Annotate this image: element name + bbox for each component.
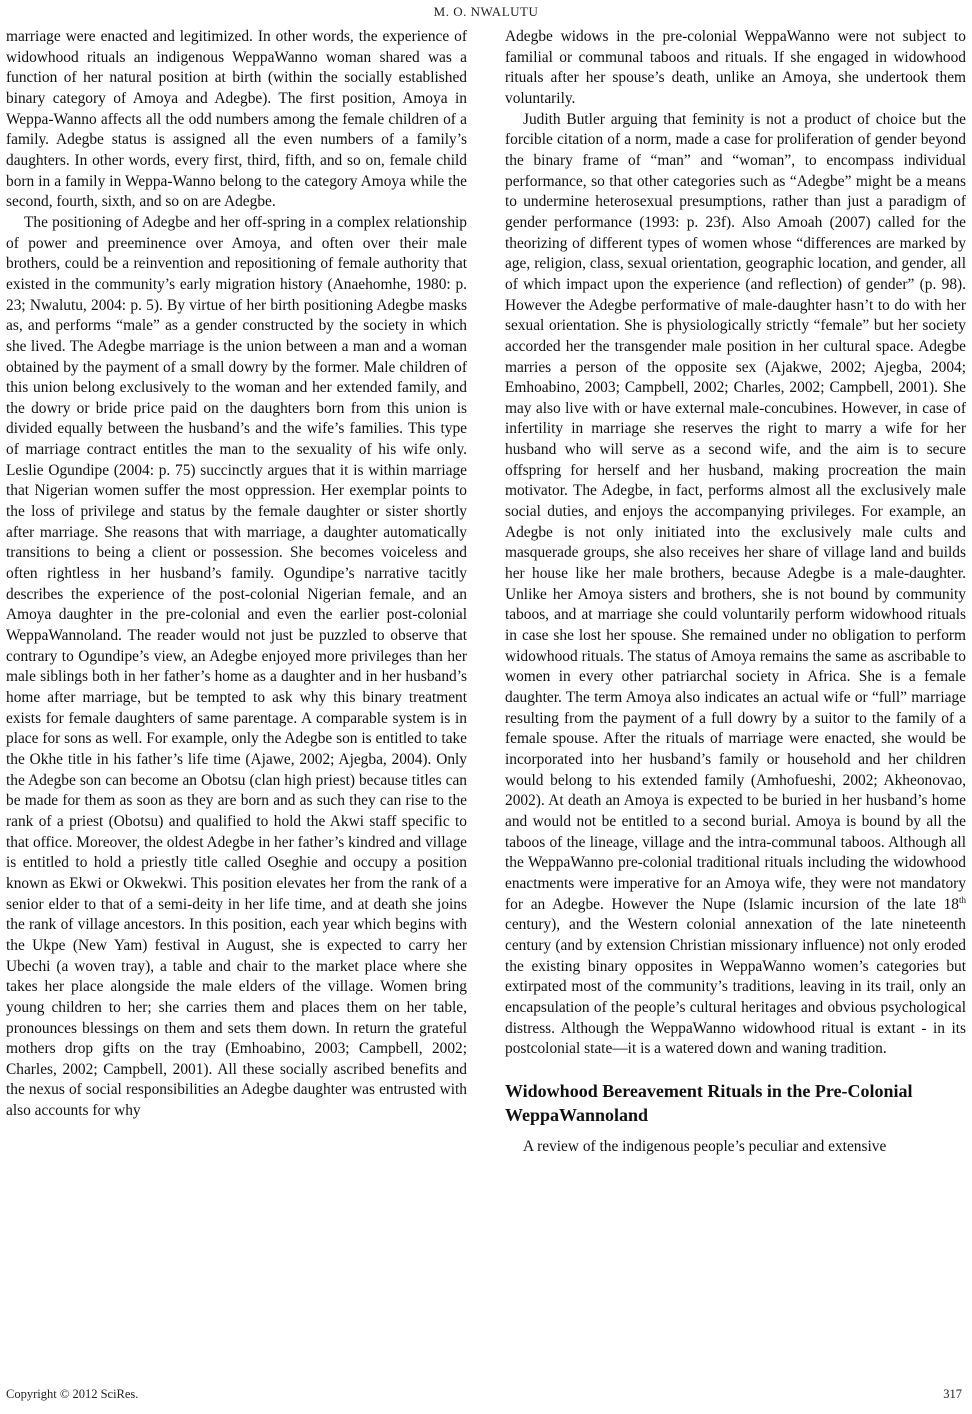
left-column [6, 27, 467, 1122]
running-head: M. O. NWALUTU [433, 4, 539, 19]
right-paragraph-2 [505, 110, 966, 1060]
copyright-notice: Copyright © 2012 SciRes. [6, 1387, 139, 1401]
left-paragraph-1: marriage were enacted and legitimized. In other words, the experience of widowhood rituals an indigenous WeppaWanno woman shared was a function of her natural position at birth (within the socially established binary category of Amoya and Adegbe). The first position, Amoya in Weppa-Wanno affects all the odd numbers among the female children of a family. Adegbe status is assigned all the even numbers of a family’s daughters. In other words, every first, third, fifth, and so on, female child born in a family in Weppa-Wanno belong to the category Amoya while the second, fourth, sixth, and so on are Adegbe. [6, 28, 467, 211]
right-paragraph-2-text: Judith Butler arguing that feminity is not a product of choice but the forcible citation of a norm, made a case for proliferation of gender beyond the binary frame of “man” and “woman”, to encompass individual performance, so that other categories such as “Adegbe” might be a means to undermine heterosexual presumptions, rather than just a paradigm of gender performance (1993: p. 23f). Also Amoah (2007) called for the theorizing of different types of women whose “differences are marked by age, religion, class, sexual orientation, geographic location, and gender, all of which impact upon the experience (and reflection) of gender” (p. 98). However the Adegbe performative of male-daughter hasn’t to do with her sexual orientation. She is physiologically strictly “female” but her society accorded her the transgender male position in her cultural space. Adegbe marries a person of the opposite sex (Ajakwe, 2002; Ajegba, 2004; Emhoabino, 2003; Campbell, 2002; Charles, 2002; Campbell, 2001). She may also live with or have external male-concubines. However, in case of infertility in marriage she reserves the right to marry a wife for her husband who will serve as a second wife, and the aim is to secure offspring for herself and her husband, making procreation the main motivator. The Adegbe, in fact, performs almost all the exclusively male social duties, and enjoys the accompanying privileges. For example, an Adegbe is not only initiated into the exclusively male cults and masquerade groups, she also receives her share of village land and builds her house like her male brothers, because Adegbe is a male-daughter. Unlike her Amoya sisters and brothers, she is not bound by community taboos, and at marriage she could voluntarily perform widowhood rituals in case she lost her spouse. She remained under no obligation to perform widowhood rituals. The status of Amoya remains the same as ascribable to women in every other patriarchal society in Africa. She is a female daughter. The term Amoya also indicates an actual wife or “full” marriage resulting from the payment of a full dowry by a suitor to the family of a female spouse. After the rituals of marriage were enacted, she would be incorporated into her husband’s family or household and her children would belong to his extended family (Amhofueshi, 2002; Akheonovao, 2002). At death an Amoya is expected to be buried in her husband’s home and would not be entitled to a second burial. Amoya is bound by all the taboos of the lineage, village and the intra-communal taboos. Although all the WeppaWanno pre-colonial traditional rituals including the widowhood enactments were imperative for an Amoya wife, they were not mandatory for an Adegbe. However the Nupe (Islamic incursion of the late 18 [505, 110, 966, 913]
page-number: 317 [943, 1387, 962, 1401]
right-paragraph-1: Adegbe widows in the pre-colonial WeppaWanno were not subject to familial or communal taboos and rituals. If she engaged in widowhood rituals after her spouse’s death, unlike an Amoya, she undertook them voluntarily. [505, 28, 966, 107]
section-heading: Widowhood Bereavement Rituals in the Pre-Colonial WeppaWannoland [505, 1080, 913, 1125]
right-paragraph-3: A review of the indigenous people’s peculiar and extensive [523, 1137, 887, 1155]
superscript-th: th [958, 894, 966, 905]
right-column [505, 27, 966, 1157]
left-paragraph-2: The positioning of Adegbe and her off-spring in a complex relationship of power and preeminence over Amoya, and often over their male brothers, could be a reinvention and repositioning of female authority that existed in the community’s early migration history (Anaehomhe, 1980: p. 23; Nwalutu, 2004: p. 5). By virtue of her birth positioning Adegbe masks as, and performs “male” as a gender constructed by the society in which she lived. The Adegbe marriage is the union between a man and a woman obtained by the payment of a small dowry by the former. Male children of this union belong exclusively to the woman and her extended family, and the dowry or bride price paid on the daughters born from this union is divided equally between the husband’s and the wife’s families. This type of marriage contract entitles the man to the sexuality of his wife only. Leslie Ogundipe (2004: p. 75) succinctly argues that it is within marriage that Nigerian women suffer the most oppression. Her exemplar points to the loss of privilege and status by the female daughter or sister shortly after marriage. She reasons that with marriage, a daughter automatically transitions to being a client or possession. She becomes voiceless and often rightless in her husband’s family. Ogundipe’s narrative tacitly describes the experience of the post-colonial Nigerian female, and an Amoya daughter in the pre-colonial and even the earlier post-colonial WeppaWannoland. The reader would not just be puzzled to observe that contrary to Ogundipe’s view, an Adegbe enjoyed more privileges than her male siblings both in her father’s home as a daughter and in her husband’s home after marriage, but be tempted to ask why this binary treatment exists for female daughters of same parentage. A comparable system is in place for sons as well. For example, only the Adegbe son is entitled to take the Okhe title in his father’s life time (Ajawe, 2002; Ajegba, 2004). Only the Adegbe son can become an Obotsu (clan high priest) because titles can be made for them as soon as they are born and as such they can rise to the rank of a priest (Obotsu) and qualified to hold the Akwi staff specific to that office. Moreover, the oldest Adegbe in her father’s kindred and village is entitled to hold a priestly title called Oseghie and occupy a position known as Ekwi or Okwekwi. This position elevates her from the rank of a senior elder to that of a semi-deity in her life time, and at death she joins the rank of village ancestors. In this position, each year which begins with the Ukpe (New Yam) festival in August, she is expected to carry her Ubechi (a woven tray), a table and chair to the market place where she takes her place alongside the male elders of the village. Women bring young children to her; she carries them and places them on her table, pronounces blessings on them and sets them down. In return the grateful mothers drop gifts on the tray (Emhoabino, 2003; Campbell, 2002; Charles, 2002; Campbell, 2001). All these socially ascribed benefits and the nexus of social responsibilities an Adegbe daughter was entrusted with also accounts for why [6, 213, 467, 1120]
right-paragraph-2-continuation: century), and the Western colonial annexation of the late nineteenth century (and by extension Christian missionary influence) not only eroded the existing binary opposites in WeppaWanno women’s categories but extirpated most of the community’s traditions, leaving in its trail, only an encapsulation of the people’s cultural heritages and obvious psychological distress. Although the WeppaWanno widowhood ritual is extant - in its postcolonial state—it is a watered down and waning tradition. [505, 916, 966, 1058]
